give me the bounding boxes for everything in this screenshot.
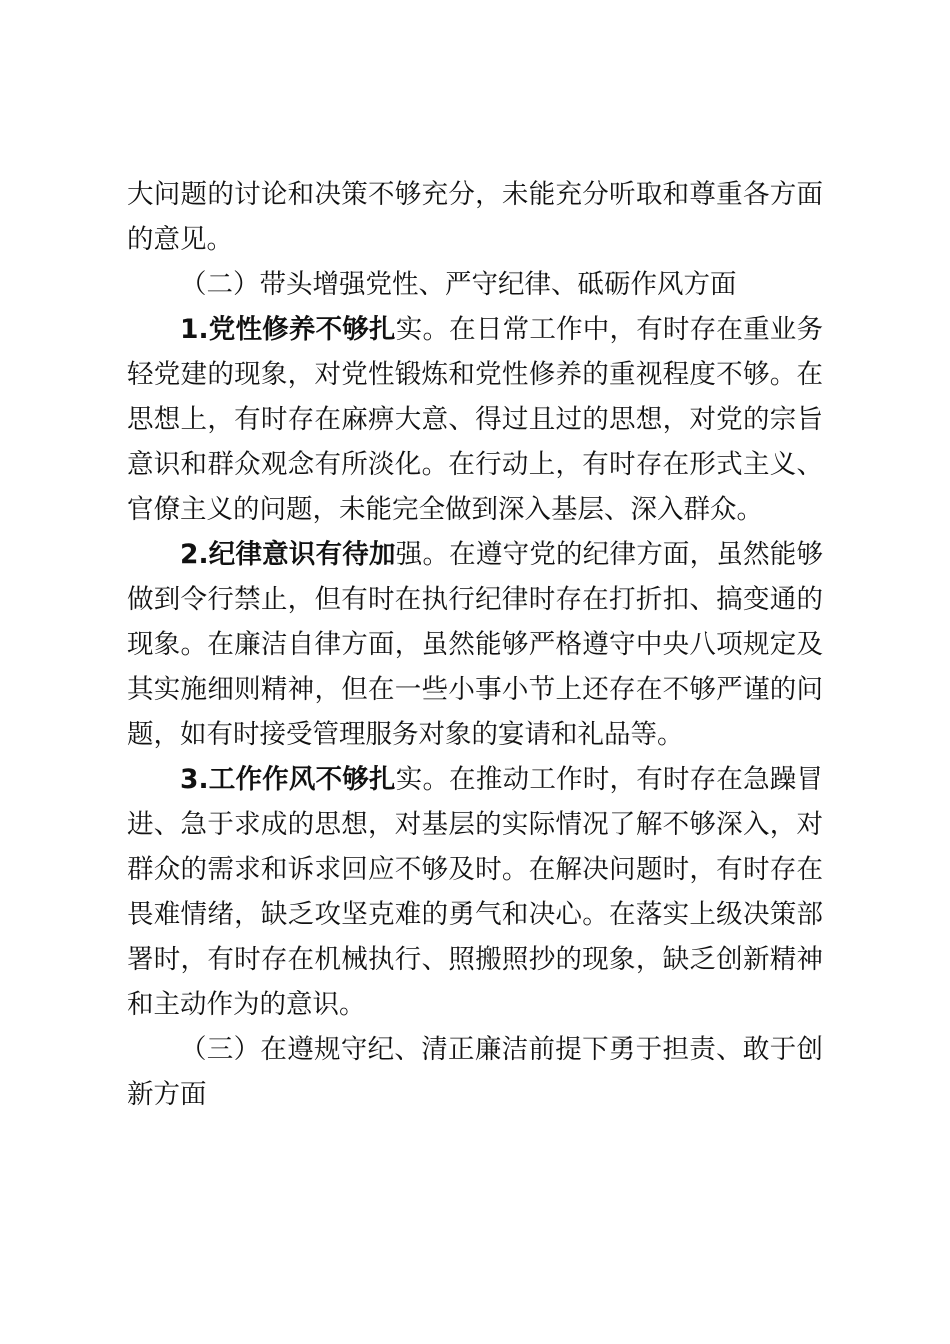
paragraph-item-2 (127, 532, 823, 757)
paragraph-text: 强。在遵守党的纪律方面，虽然能够做到令行禁止，但有时在执行纪律时存在打折扣、搞变通的现象。在廉洁自律方面，虽然能够严格遵守中央八项规定及其实施细则精神，但在一些小事小节上还存在不够严谨的问题，如有时接受管理服务对象的宴请和礼品等。 (127, 539, 824, 750)
paragraph-continuation (127, 172, 823, 262)
section-heading-three (127, 1027, 823, 1117)
paragraph-item-3 (127, 757, 823, 1027)
paragraph-text: 实。在日常工作中，有时存在重业务轻党建的现象，对党性锻炼和党性修养的重视程度不够。在思想上，有时存在麻痹大意、得过且过的思想，对党的宗旨意识和群众观念有所淡化。在行动上，有时存在形式主义、官僚主义的问题，未能完全做到深入基层、深入群众。 (127, 314, 824, 525)
paragraph-text: 大问题的讨论和决策不够充分，未能充分听取和尊重各方面的意见。 (127, 179, 823, 255)
section-heading-text: （二）带头增强党性、严守纪律、砥砺作风方面 (180, 269, 737, 300)
paragraph-text: 实。在推动工作时，有时存在急躁冒进、急于求成的思想，对基层的实际情况了解不够深入，对群众的需求和诉求回应不够及时。在解决问题时，有时存在畏难情绪，缺乏攻坚克难的勇气和决心。在落实上级决策部署时，有时存在机械执行、照搬照抄的现象，缺乏创新精神和主动作为的意识。 (127, 764, 824, 1020)
section-heading-two (127, 262, 823, 307)
paragraph-item-1 (127, 307, 823, 532)
item-heading: 2.纪律意识有待加 (180, 539, 396, 570)
item-heading: 1.党性修养不够扎 (180, 314, 396, 345)
item-heading: 3.工作作风不够扎 (180, 764, 396, 795)
section-heading-text: （三）在遵规守纪、清正廉洁前提下勇于担责、敢于创新方面 (127, 1034, 823, 1110)
document-body (127, 172, 823, 1117)
